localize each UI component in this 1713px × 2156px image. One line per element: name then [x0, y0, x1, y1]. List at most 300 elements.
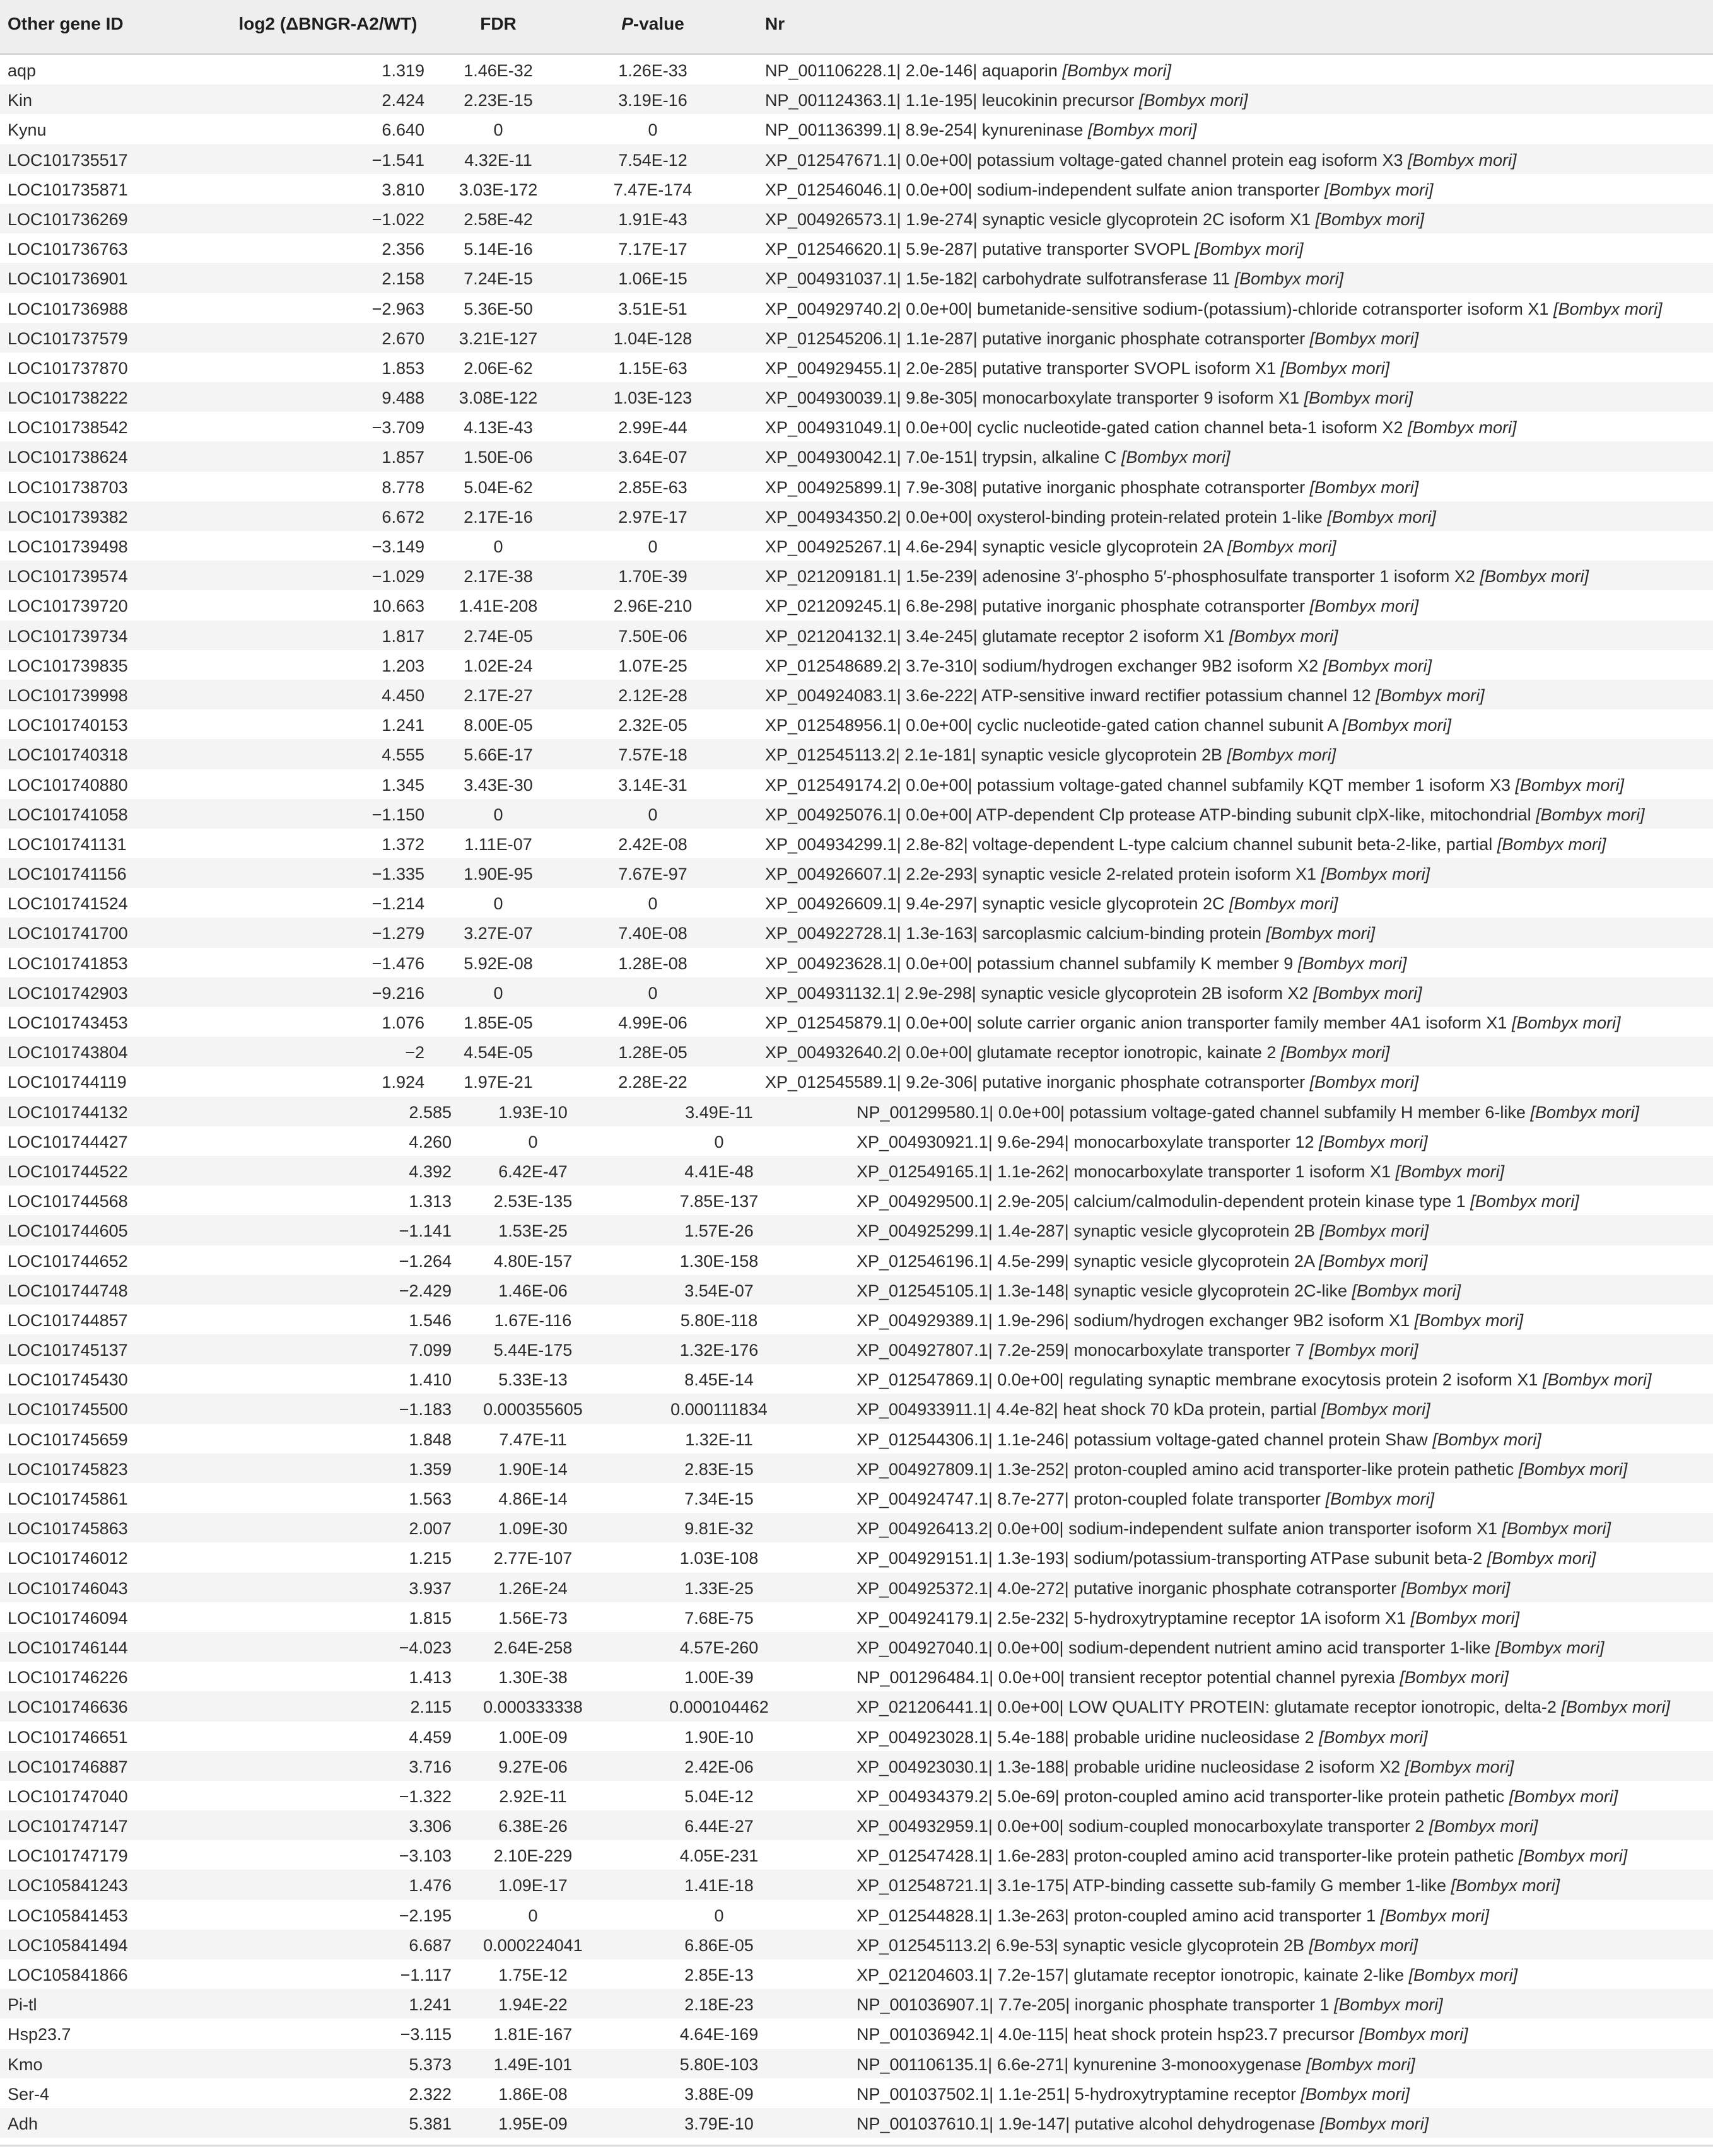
cell-p-value: 1.28E-05	[618, 1043, 687, 1063]
cell-log2-fold-change: 1.546	[409, 1310, 452, 1330]
nr-species: [Bombyx mori]	[1319, 2114, 1429, 2133]
nr-species: [Bombyx mori]	[1495, 1638, 1605, 1657]
nr-description: XP_004926413.2| 0.0e+00| sodium-independent sulfate anion transporter isoform X1	[856, 1519, 1497, 1539]
cell-fdr: 6.38E-26	[498, 1817, 568, 1836]
nr-species: [Bombyx mori]	[1380, 1906, 1490, 1925]
nr-species: [Bombyx mori]	[1480, 567, 1589, 586]
cell-p-value: 1.30E-158	[679, 1251, 759, 1271]
cell-p-value: 1.32E-176	[679, 1341, 759, 1360]
cell-fdr: 5.44E-175	[493, 1341, 573, 1360]
nr-species: [Bombyx mori]	[1401, 1578, 1511, 1598]
cell-nr-annotation	[765, 537, 1336, 556]
cell-p-value: 2.28E-22	[618, 1073, 687, 1092]
nr-species: [Bombyx mori]	[1334, 1995, 1443, 2015]
cell-gene-id: LOC101737579	[8, 329, 128, 348]
cell-p-value: 4.05E-231	[679, 1846, 759, 1866]
cell-gene-id: Adh	[8, 2114, 38, 2133]
cell-nr-annotation	[856, 1460, 1627, 1479]
cell-p-value: 1.28E-08	[618, 953, 687, 973]
cell-nr-annotation	[856, 1787, 1618, 1806]
cell-gene-id: LOC101744427	[8, 1132, 128, 1151]
cell-nr-annotation	[856, 1252, 1428, 1271]
nr-description: XP_004931132.1| 2.9e-298| synaptic vesicle glycoprotein 2B isoform X2	[765, 983, 1309, 1003]
nr-description: NP_001106228.1| 2.0e-146| aquaporin	[765, 61, 1058, 80]
table-row	[0, 1097, 1713, 1126]
nr-description: NP_001037610.1| 1.9e-147| putative alcohol dehydrogenase	[856, 2114, 1316, 2133]
nr-species: [Bombyx mori]	[1511, 1013, 1621, 1032]
cell-p-value: 3.79E-10	[684, 2114, 754, 2133]
nr-description: XP_012548721.1| 3.1e-175| ATP-binding cassette sub-family G member 1-like	[856, 1876, 1447, 1896]
cell-gene-id: LOC101747179	[8, 1846, 128, 1866]
cell-p-value: 6.44E-27	[684, 1817, 754, 1836]
cell-p-value: 2.97E-17	[618, 507, 687, 527]
cell-nr-annotation	[765, 300, 1663, 318]
nr-species: [Bombyx mori]	[1315, 209, 1425, 229]
cell-nr-annotation	[856, 1846, 1627, 1865]
cell-fdr: 8.00E-05	[464, 716, 533, 735]
cell-p-value: 3.88E-09	[684, 2084, 754, 2104]
cell-nr-annotation	[856, 1728, 1428, 1747]
nr-species: [Bombyx mori]	[1518, 1846, 1628, 1866]
cell-nr-annotation	[765, 478, 1418, 497]
table-row	[0, 1722, 1713, 1751]
cell-log2-fold-change: −9.216	[371, 983, 424, 1003]
cell-p-value: 0	[648, 983, 658, 1003]
cell-gene-id: LOC101738624	[8, 448, 128, 467]
nr-description: XP_021209245.1| 6.8e-298| putative inorganic phosphate cotransporter	[765, 597, 1306, 616]
table-row	[0, 531, 1713, 561]
cell-fdr: 5.92E-08	[464, 953, 533, 973]
nr-description: XP_004925267.1| 4.6e-294| synaptic vesicle glycoprotein 2A	[765, 537, 1223, 556]
table-row	[0, 1334, 1713, 1364]
cell-p-value: 1.26E-33	[618, 61, 687, 80]
table-row	[0, 174, 1713, 204]
cell-fdr: 0	[493, 805, 503, 824]
table-row	[0, 1781, 1713, 1810]
cell-nr-annotation	[856, 1341, 1418, 1360]
nr-description: NP_001136399.1| 8.9e-254| kynureninase	[765, 120, 1084, 140]
cell-gene-id: LOC105841243	[8, 1876, 128, 1896]
table-row	[0, 561, 1713, 590]
cell-fdr: 4.13E-43	[464, 418, 533, 438]
cell-log2-fold-change: −3.709	[371, 418, 424, 438]
cell-log2-fold-change: 3.937	[409, 1578, 452, 1598]
nr-description: XP_004926607.1| 2.2e-293| synaptic vesicle 2-related protein isoform X1	[765, 865, 1317, 884]
cell-gene-id: LOC101745861	[8, 1489, 128, 1508]
cell-log2-fold-change: 1.853	[382, 358, 424, 378]
nr-description: NP_001106135.1| 6.6e-271| kynurenine 3-monooxygenase	[856, 2054, 1302, 2074]
cell-gene-id: LOC101738703	[8, 477, 128, 497]
cell-p-value: 1.06E-15	[618, 269, 687, 289]
cell-fdr: 2.10E-229	[493, 1846, 573, 1866]
nr-species: [Bombyx mori]	[1321, 1400, 1430, 1419]
cell-nr-annotation	[856, 1995, 1443, 2014]
cell-fdr: 1.95E-09	[498, 2114, 568, 2133]
nr-species: [Bombyx mori]	[1309, 329, 1419, 348]
cell-log2-fold-change: 1.476	[409, 1876, 452, 1896]
cell-fdr: 1.86E-08	[498, 2084, 568, 2104]
nr-description: XP_004929740.2| 0.0e+00| bumetanide-sensitive sodium-(potassium)-chloride cotransporter isoform X1	[765, 299, 1549, 318]
cell-p-value: 1.15E-63	[618, 358, 687, 378]
cell-gene-id: LOC101746012	[8, 1549, 128, 1568]
nr-species: [Bombyx mori]	[1561, 1698, 1670, 1717]
table-row	[0, 680, 1713, 709]
cell-gene-id: LOC101741058	[8, 805, 128, 824]
nr-species: [Bombyx mori]	[1497, 834, 1606, 854]
nr-description: XP_004923628.1| 0.0e+00| potassium channel subfamily K member 9	[765, 953, 1294, 973]
nr-description: XP_004934350.2| 0.0e+00| oxysterol-binding protein-related protein 1-like	[765, 507, 1323, 527]
table-row	[0, 263, 1713, 293]
cell-p-value: 0	[714, 1906, 724, 1925]
cell-gene-id: LOC101736763	[8, 240, 128, 259]
table-row	[0, 1900, 1713, 1930]
cell-fdr: 4.32E-11	[464, 150, 532, 170]
table-row	[0, 2049, 1713, 2078]
cell-fdr: 2.77E-107	[493, 1549, 573, 1568]
cell-nr-annotation	[765, 865, 1430, 883]
nr-species: [Bombyx mori]	[1309, 1073, 1419, 1092]
cell-p-value: 1.33E-25	[684, 1578, 754, 1598]
cell-log2-fold-change: 2.007	[409, 1519, 452, 1539]
cell-gene-id: LOC101744857	[8, 1310, 128, 1330]
cell-fdr: 0.000224041	[483, 1935, 583, 1955]
nr-species: [Bombyx mori]	[1266, 924, 1376, 943]
cell-p-value: 2.85E-13	[684, 1966, 754, 1984]
table-row	[0, 1066, 1713, 1096]
table-row	[0, 1810, 1713, 1840]
nr-description: XP_004927809.1| 1.3e-252| proton-coupled amino acid transporter-like protein pathetic	[856, 1459, 1514, 1479]
nr-description: XP_004927040.1| 0.0e+00| sodium-dependent nutrient amino acid transporter 1-like	[856, 1638, 1491, 1657]
cell-log2-fold-change: 1.817	[382, 626, 424, 646]
table-row	[0, 1751, 1713, 1781]
cell-p-value: 0	[648, 805, 658, 824]
cell-fdr: 5.04E-62	[464, 477, 533, 497]
nr-species: [Bombyx mori]	[1323, 656, 1432, 675]
nr-species: [Bombyx mori]	[1319, 1727, 1428, 1747]
cell-log2-fold-change: 1.076	[382, 1013, 424, 1032]
nr-species: [Bombyx mori]	[1400, 1668, 1509, 1687]
cell-gene-id: LOC101739382	[8, 507, 128, 527]
nr-description: XP_004930039.1| 9.8e-305| monocarboxylate transporter 9 isoform X1	[765, 388, 1300, 408]
nr-description: XP_021204132.1| 3.4e-245| glutamate receptor 2 isoform X1	[765, 626, 1225, 646]
cell-log2-fold-change: −3.115	[400, 2025, 452, 2044]
cell-fdr: 3.43E-30	[464, 775, 533, 795]
cell-fdr: 1.53E-25	[498, 1221, 568, 1241]
cell-p-value: 7.54E-12	[618, 150, 687, 170]
cell-gene-id: LOC101736901	[8, 269, 128, 289]
header-p-value-italic: P	[621, 14, 633, 33]
nr-description: XP_004934299.1| 2.8e-82| voltage-dependent L-type calcium channel subunit beta-2-like, partial	[765, 834, 1493, 854]
cell-gene-id: LOC101739498	[8, 537, 128, 556]
nr-species: [Bombyx mori]	[1309, 477, 1419, 497]
nr-description: NP_001299580.1| 0.0e+00| potassium voltage-gated channel subfamily H member 6-like	[856, 1102, 1526, 1122]
cell-fdr: 1.50E-06	[464, 448, 533, 467]
table-row	[0, 1454, 1713, 1483]
nr-description: XP_004930921.1| 9.6e-294| monocarboxylate transporter 12	[856, 1132, 1314, 1151]
cell-log2-fold-change: 1.410	[409, 1370, 452, 1390]
cell-log2-fold-change: −1.141	[399, 1221, 452, 1241]
nr-species: [Bombyx mori]	[1395, 1162, 1505, 1181]
nr-description: XP_004924747.1| 8.7e-277| proton-coupled folate transporter	[856, 1489, 1321, 1508]
table-row	[0, 858, 1713, 888]
nr-description: XP_021209181.1| 1.5e-239| adenosine 3′-phospho 5′-phosphosulfate transporter 1 isoform X2	[765, 567, 1475, 586]
cell-p-value: 7.85E-137	[679, 1192, 759, 1211]
nr-description: XP_012545589.1| 9.2e-306| putative inorganic phosphate cotransporter	[765, 1073, 1306, 1092]
cell-fdr: 9.27E-06	[498, 1757, 568, 1776]
cell-p-value: 4.64E-169	[679, 2025, 759, 2044]
cell-fdr: 1.85E-05	[464, 1013, 533, 1032]
cell-gene-id: LOC101739720	[8, 597, 128, 616]
cell-gene-id: LOC101736988	[8, 299, 128, 318]
cell-log2-fold-change: 1.857	[382, 448, 424, 467]
cell-gene-id: LOC101746094	[8, 1608, 128, 1628]
table-row	[0, 829, 1713, 858]
cell-log2-fold-change: 4.450	[382, 685, 424, 705]
nr-description: XP_004933911.1| 4.4e-82| heat shock 70 kDa protein, partial	[856, 1400, 1317, 1419]
table-row	[0, 621, 1713, 650]
cell-gene-id: LOC101739734	[8, 626, 128, 646]
nr-description: XP_004922728.1| 1.3e-163| sarcoplasmic calcium-binding protein	[765, 924, 1262, 943]
cell-fdr: 1.81E-167	[493, 2025, 573, 2044]
cell-gene-id: LOC101744119	[8, 1073, 127, 1092]
table-row	[0, 2108, 1713, 2138]
cell-nr-annotation	[765, 1013, 1621, 1032]
cell-log2-fold-change: 1.815	[409, 1608, 452, 1628]
table-bottom-rule	[0, 2145, 1713, 2147]
cell-p-value: 7.34E-15	[684, 1489, 754, 1508]
cell-fdr: 0.000355605	[483, 1400, 583, 1419]
cell-p-value: 2.85E-63	[618, 477, 687, 497]
cell-gene-id: Ser-4	[8, 2084, 50, 2104]
table-row	[0, 1364, 1713, 1394]
nr-species: [Bombyx mori]	[1304, 388, 1413, 408]
nr-species: [Bombyx mori]	[1297, 953, 1407, 973]
cell-gene-id: LOC101735517	[8, 150, 128, 170]
cell-gene-id: LOC101739998	[8, 685, 128, 705]
table-row	[0, 1305, 1713, 1334]
cell-nr-annotation	[765, 745, 1336, 764]
cell-gene-id: LOC105841453	[8, 1906, 128, 1925]
nr-species: [Bombyx mori]	[1321, 865, 1430, 884]
table-row	[0, 739, 1713, 769]
cell-log2-fold-change: 1.924	[382, 1073, 424, 1092]
table-row	[0, 323, 1713, 353]
nr-species: [Bombyx mori]	[1324, 180, 1434, 199]
table-row	[0, 799, 1713, 829]
table-row	[0, 1662, 1713, 1691]
cell-gene-id: LOC101741131	[8, 834, 127, 854]
cell-fdr: 2.64E-258	[493, 1638, 573, 1657]
cell-fdr: 0	[493, 537, 503, 556]
table-row	[0, 1394, 1713, 1423]
cell-nr-annotation	[765, 180, 1434, 199]
cell-p-value: 5.80E-103	[679, 2054, 759, 2074]
cell-fdr: 2.06E-62	[464, 358, 533, 378]
cell-fdr: 0	[493, 120, 503, 140]
nr-species: [Bombyx mori]	[1280, 1043, 1390, 1063]
nr-description: XP_012545113.2| 6.9e-53| synaptic vesicle glycoprotein 2B	[856, 1935, 1304, 1955]
cell-log2-fold-change: −1.214	[371, 894, 424, 914]
cell-fdr: 4.80E-157	[493, 1251, 573, 1271]
cell-fdr: 1.90E-14	[498, 1459, 568, 1479]
cell-p-value: 3.19E-16	[618, 91, 687, 110]
cell-log2-fold-change: −2.963	[371, 299, 424, 318]
cell-log2-fold-change: −3.149	[371, 537, 424, 556]
cell-p-value: 7.40E-08	[618, 924, 687, 943]
cell-log2-fold-change: 6.687	[409, 1935, 452, 1955]
cell-nr-annotation	[856, 1192, 1579, 1211]
cell-fdr: 4.54E-05	[464, 1043, 533, 1063]
nr-species: [Bombyx mori]	[1470, 1192, 1579, 1211]
cell-fdr: 2.92E-11	[499, 1786, 567, 1806]
cell-fdr: 1.30E-38	[498, 1668, 568, 1687]
cell-log2-fold-change: 2.158	[382, 269, 424, 289]
nr-species: [Bombyx mori]	[1352, 1281, 1461, 1300]
cell-gene-id: LOC101744568	[8, 1192, 128, 1211]
table-row	[0, 382, 1713, 412]
cell-log2-fold-change: 4.459	[409, 1727, 452, 1747]
cell-log2-fold-change: 2.670	[382, 329, 424, 348]
table-row	[0, 2019, 1713, 2048]
cell-gene-id: LOC101741853	[8, 953, 128, 973]
cell-fdr: 1.93E-10	[498, 1102, 568, 1122]
cell-nr-annotation	[856, 2085, 1410, 2104]
nr-description: XP_004929389.1| 1.9e-296| sodium/hydrogen exchanger 9B2 isoform X1	[856, 1310, 1410, 1330]
nr-species: [Bombyx mori]	[1087, 120, 1197, 140]
cell-log2-fold-change: 1.241	[382, 716, 424, 735]
cell-nr-annotation	[765, 240, 1304, 259]
cell-p-value: 3.64E-07	[618, 448, 687, 467]
nr-species: [Bombyx mori]	[1408, 1966, 1518, 1984]
table-row	[0, 55, 1713, 84]
cell-gene-id: LOC101740153	[8, 716, 128, 735]
cell-gene-id: aqp	[8, 61, 37, 80]
cell-log2-fold-change: 6.640	[382, 120, 424, 140]
cell-p-value: 1.70E-39	[618, 567, 687, 586]
table-row	[0, 1573, 1713, 1602]
table-row	[0, 501, 1713, 531]
cell-gene-id: LOC101740318	[8, 745, 128, 765]
cell-p-value: 2.42E-08	[618, 834, 687, 854]
cell-log2-fold-change: 1.215	[409, 1549, 452, 1568]
cell-nr-annotation	[856, 1400, 1430, 1419]
cell-log2-fold-change: −1.476	[371, 953, 424, 973]
cell-log2-fold-change: 1.241	[409, 1995, 452, 2015]
nr-species: [Bombyx mori]	[1309, 597, 1419, 616]
cell-fdr: 0	[528, 1906, 538, 1925]
cell-nr-annotation	[765, 835, 1606, 854]
cell-gene-id: LOC101746226	[8, 1668, 128, 1687]
cell-gene-id: LOC101743804	[8, 1043, 128, 1063]
cell-p-value: 2.99E-44	[618, 418, 687, 438]
cell-fdr: 4.86E-14	[498, 1489, 568, 1508]
cell-fdr: 2.23E-15	[464, 91, 533, 110]
cell-log2-fold-change: 1.563	[409, 1489, 452, 1508]
cell-p-value: 7.17E-17	[618, 240, 687, 259]
cell-gene-id: LOC101745659	[8, 1430, 128, 1449]
cell-log2-fold-change: 2.322	[409, 2084, 452, 2104]
cell-gene-id: LOC101747040	[8, 1786, 128, 1806]
cell-p-value: 2.83E-15	[684, 1459, 754, 1479]
cell-fdr: 1.09E-17	[498, 1876, 568, 1896]
cell-fdr: 1.97E-21	[464, 1073, 533, 1092]
nr-description: XP_004924083.1| 3.6e-222| ATP-sensitive inward rectifier potassium channel 12	[765, 685, 1371, 705]
cell-fdr: 1.11E-07	[464, 834, 532, 854]
cell-fdr: 3.21E-127	[459, 329, 538, 348]
nr-description: XP_004929500.1| 2.9e-205| calcium/calmodulin-dependent protein kinase type 1	[856, 1192, 1466, 1211]
nr-description: NP_001036942.1| 4.0e-115| heat shock protein hsp23.7 precursor	[856, 2025, 1355, 2044]
nr-description: NP_001036907.1| 7.7e-205| inorganic phosphate transporter 1	[856, 1995, 1330, 2015]
cell-gene-id: LOC101737870	[8, 358, 128, 378]
nr-description: XP_012545105.1| 1.3e-148| synaptic vesicle glycoprotein 2C-like	[856, 1281, 1348, 1300]
nr-species: [Bombyx mori]	[1138, 91, 1248, 110]
nr-species: [Bombyx mori]	[1195, 240, 1304, 259]
cell-p-value: 1.91E-43	[618, 209, 687, 229]
nr-description: XP_004934379.2| 5.0e-69| proton-coupled amino acid transporter-like protein pathetic	[856, 1786, 1505, 1806]
table-row	[0, 948, 1713, 977]
cell-log2-fold-change: 3.306	[409, 1817, 452, 1836]
nr-species: [Bombyx mori]	[1509, 1786, 1618, 1806]
cell-nr-annotation	[856, 1311, 1523, 1330]
cell-p-value: 4.41E-48	[684, 1162, 754, 1181]
nr-description: XP_004930042.1| 7.0e-151| trypsin, alkaline C	[765, 448, 1117, 467]
cell-gene-id: LOC101746887	[8, 1757, 128, 1776]
cell-p-value: 0	[648, 120, 658, 140]
nr-description: XP_012544828.1| 1.3e-263| proton-coupled amino acid transporter 1	[856, 1906, 1376, 1925]
cell-nr-annotation	[765, 894, 1338, 913]
table-row	[0, 144, 1713, 174]
nr-description: XP_012547428.1| 1.6e-283| proton-coupled amino acid transporter-like protein pathetic	[856, 1846, 1514, 1866]
nr-description: XP_004929151.1| 1.3e-193| sodium/potassium-transporting ATPase subunit beta-2	[856, 1549, 1483, 1568]
cell-nr-annotation	[856, 1936, 1418, 1955]
cell-fdr: 5.33E-13	[498, 1370, 568, 1390]
cell-gene-id: LOC101747147	[8, 1817, 128, 1836]
header-log2-fold-change: log2 (ΔBNGR-A2/WT)	[238, 14, 418, 33]
table-row	[0, 1542, 1713, 1572]
cell-p-value: 0.000104462	[669, 1698, 769, 1717]
cell-fdr: 1.46E-32	[464, 61, 533, 80]
cell-gene-id: LOC101741524	[8, 894, 128, 914]
header-fdr: FDR	[480, 14, 517, 33]
cell-p-value: 6.86E-05	[684, 1935, 754, 1955]
nr-species: [Bombyx mori]	[1408, 150, 1517, 170]
header-gene-id: Other gene ID	[8, 14, 124, 33]
cell-log2-fold-change: 2.424	[382, 91, 424, 110]
cell-p-value: 1.00E-39	[684, 1668, 754, 1687]
cell-p-value: 5.80E-118	[680, 1310, 758, 1330]
cell-fdr: 5.66E-17	[464, 745, 533, 765]
cell-p-value: 3.49E-11	[685, 1102, 753, 1122]
cell-nr-annotation	[765, 686, 1485, 705]
cell-gene-id: LOC101738222	[8, 388, 128, 408]
cell-log2-fold-change: −3.103	[399, 1846, 452, 1866]
nr-description: NP_001296484.1| 0.0e+00| transient receptor potential channel pyrexia	[856, 1668, 1395, 1687]
nr-species: [Bombyx mori]	[1227, 537, 1336, 556]
cell-log2-fold-change: −2	[405, 1043, 424, 1063]
cell-log2-fold-change: 1.413	[409, 1668, 452, 1687]
cell-gene-id: Kynu	[8, 120, 47, 140]
nr-description: XP_012546620.1| 5.9e-287| putative transporter SVOPL	[765, 240, 1190, 259]
header-p-value-rest: -value	[633, 14, 684, 33]
nr-description: XP_012545206.1| 1.1e-287| putative inorganic phosphate cotransporter	[765, 329, 1306, 348]
nr-description: XP_004927807.1| 7.2e-259| monocarboxylate transporter 7	[856, 1341, 1305, 1360]
nr-species: [Bombyx mori]	[1313, 983, 1422, 1003]
table-row	[0, 1186, 1713, 1215]
cell-gene-id: LOC101744522	[8, 1162, 128, 1181]
cell-p-value: 1.90E-10	[684, 1727, 754, 1747]
nr-description: XP_004932959.1| 0.0e+00| sodium-coupled monocarboxylate transporter 2	[856, 1817, 1425, 1836]
cell-fdr: 1.67E-116	[494, 1310, 572, 1330]
